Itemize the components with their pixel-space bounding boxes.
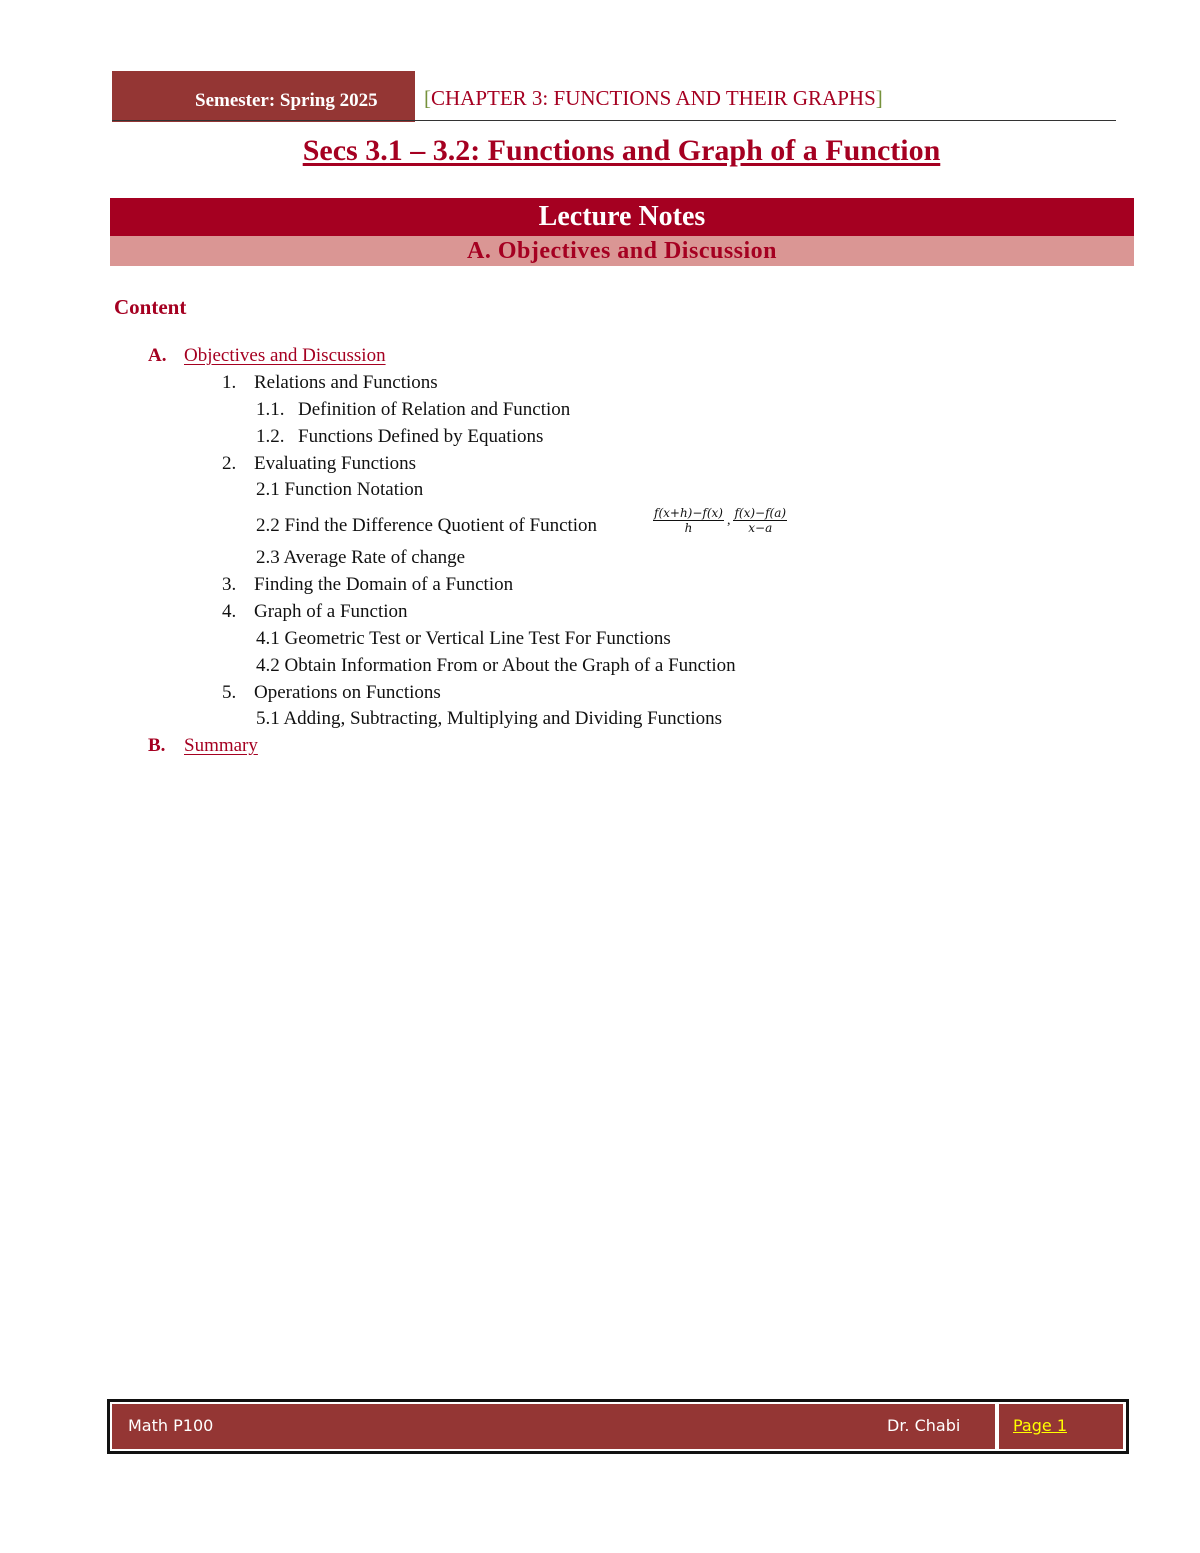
footer-course: Math P100 — [128, 1416, 214, 1435]
toc-text: Graph of a Function — [254, 601, 408, 622]
header-semester: Semester: Spring 2025 — [195, 90, 378, 111]
toc-link-summary[interactable]: Summary — [184, 735, 258, 756]
toc-text: 2.1 Function Notation — [256, 479, 424, 500]
toc-text: 4.1 Geometric Test or Vertical Line Test For Functions — [256, 628, 671, 649]
fraction-denominator: h — [684, 521, 693, 535]
toc-number: 4. — [222, 601, 237, 622]
toc-number: 1. — [222, 372, 237, 393]
toc-text: 2.3 Average Rate of change — [256, 547, 466, 568]
toc-text: 4.2 Obtain Information From or About the Graph of a Function — [256, 655, 736, 676]
toc-text: Finding the Domain of a Function — [254, 574, 514, 595]
footer-page-link[interactable]: Page 1 — [1013, 1416, 1067, 1435]
toc-text: Definition of Relation and Function — [298, 399, 571, 420]
toc-number: 2. — [222, 453, 237, 474]
header-bracket-close: ] — [875, 86, 883, 110]
toc-text: 5.1 Adding, Subtracting, Multiplying and Dividing Functions — [256, 708, 723, 729]
footer-bar — [112, 1404, 995, 1449]
toc-text: Relations and Functions — [254, 372, 438, 393]
average-rate-fraction — [733, 506, 787, 535]
toc-number: 1.1. — [256, 399, 285, 420]
fraction-numerator: f(x)−f(a) — [734, 506, 787, 520]
content-heading: Content — [114, 295, 187, 319]
toc-number: 3. — [222, 574, 237, 595]
toc-number: B. — [148, 735, 166, 756]
toc-text: Evaluating Functions — [254, 453, 417, 474]
header-bracket-open: [ — [424, 86, 431, 110]
header-chapter-text: CHAPTER 3: FUNCTIONS AND THEIR GRAPHS — [431, 86, 876, 110]
toc-number: 1.2. — [256, 426, 285, 447]
toc-link-objectives[interactable]: Objectives and Discussion — [184, 345, 386, 366]
header-chapter — [424, 86, 883, 111]
page-title: Secs 3.1 – 3.2: Functions and Graph of a Function — [302, 134, 941, 167]
toc-text: Functions Defined by Equations — [298, 426, 544, 447]
difference-quotient-fraction — [653, 506, 724, 535]
fraction-denominator: x−a — [748, 521, 773, 535]
fraction-numerator: f(x+h)−f(x) — [654, 506, 723, 520]
section-banner: A. Objectives and Discussion — [110, 236, 1134, 266]
toc-text: Operations on Functions — [254, 682, 441, 703]
toc-text: 2.2 Find the Difference Quotient of Function — [256, 515, 598, 536]
header-divider — [112, 120, 1116, 121]
formula-separator: , — [726, 512, 731, 528]
difference-quotient-formulas — [652, 506, 788, 535]
toc-number: 5. — [222, 682, 237, 703]
toc-number: A. — [148, 345, 167, 366]
footer-author: Dr. Chabi — [887, 1416, 961, 1435]
lecture-notes-banner: Lecture Notes — [110, 198, 1134, 236]
